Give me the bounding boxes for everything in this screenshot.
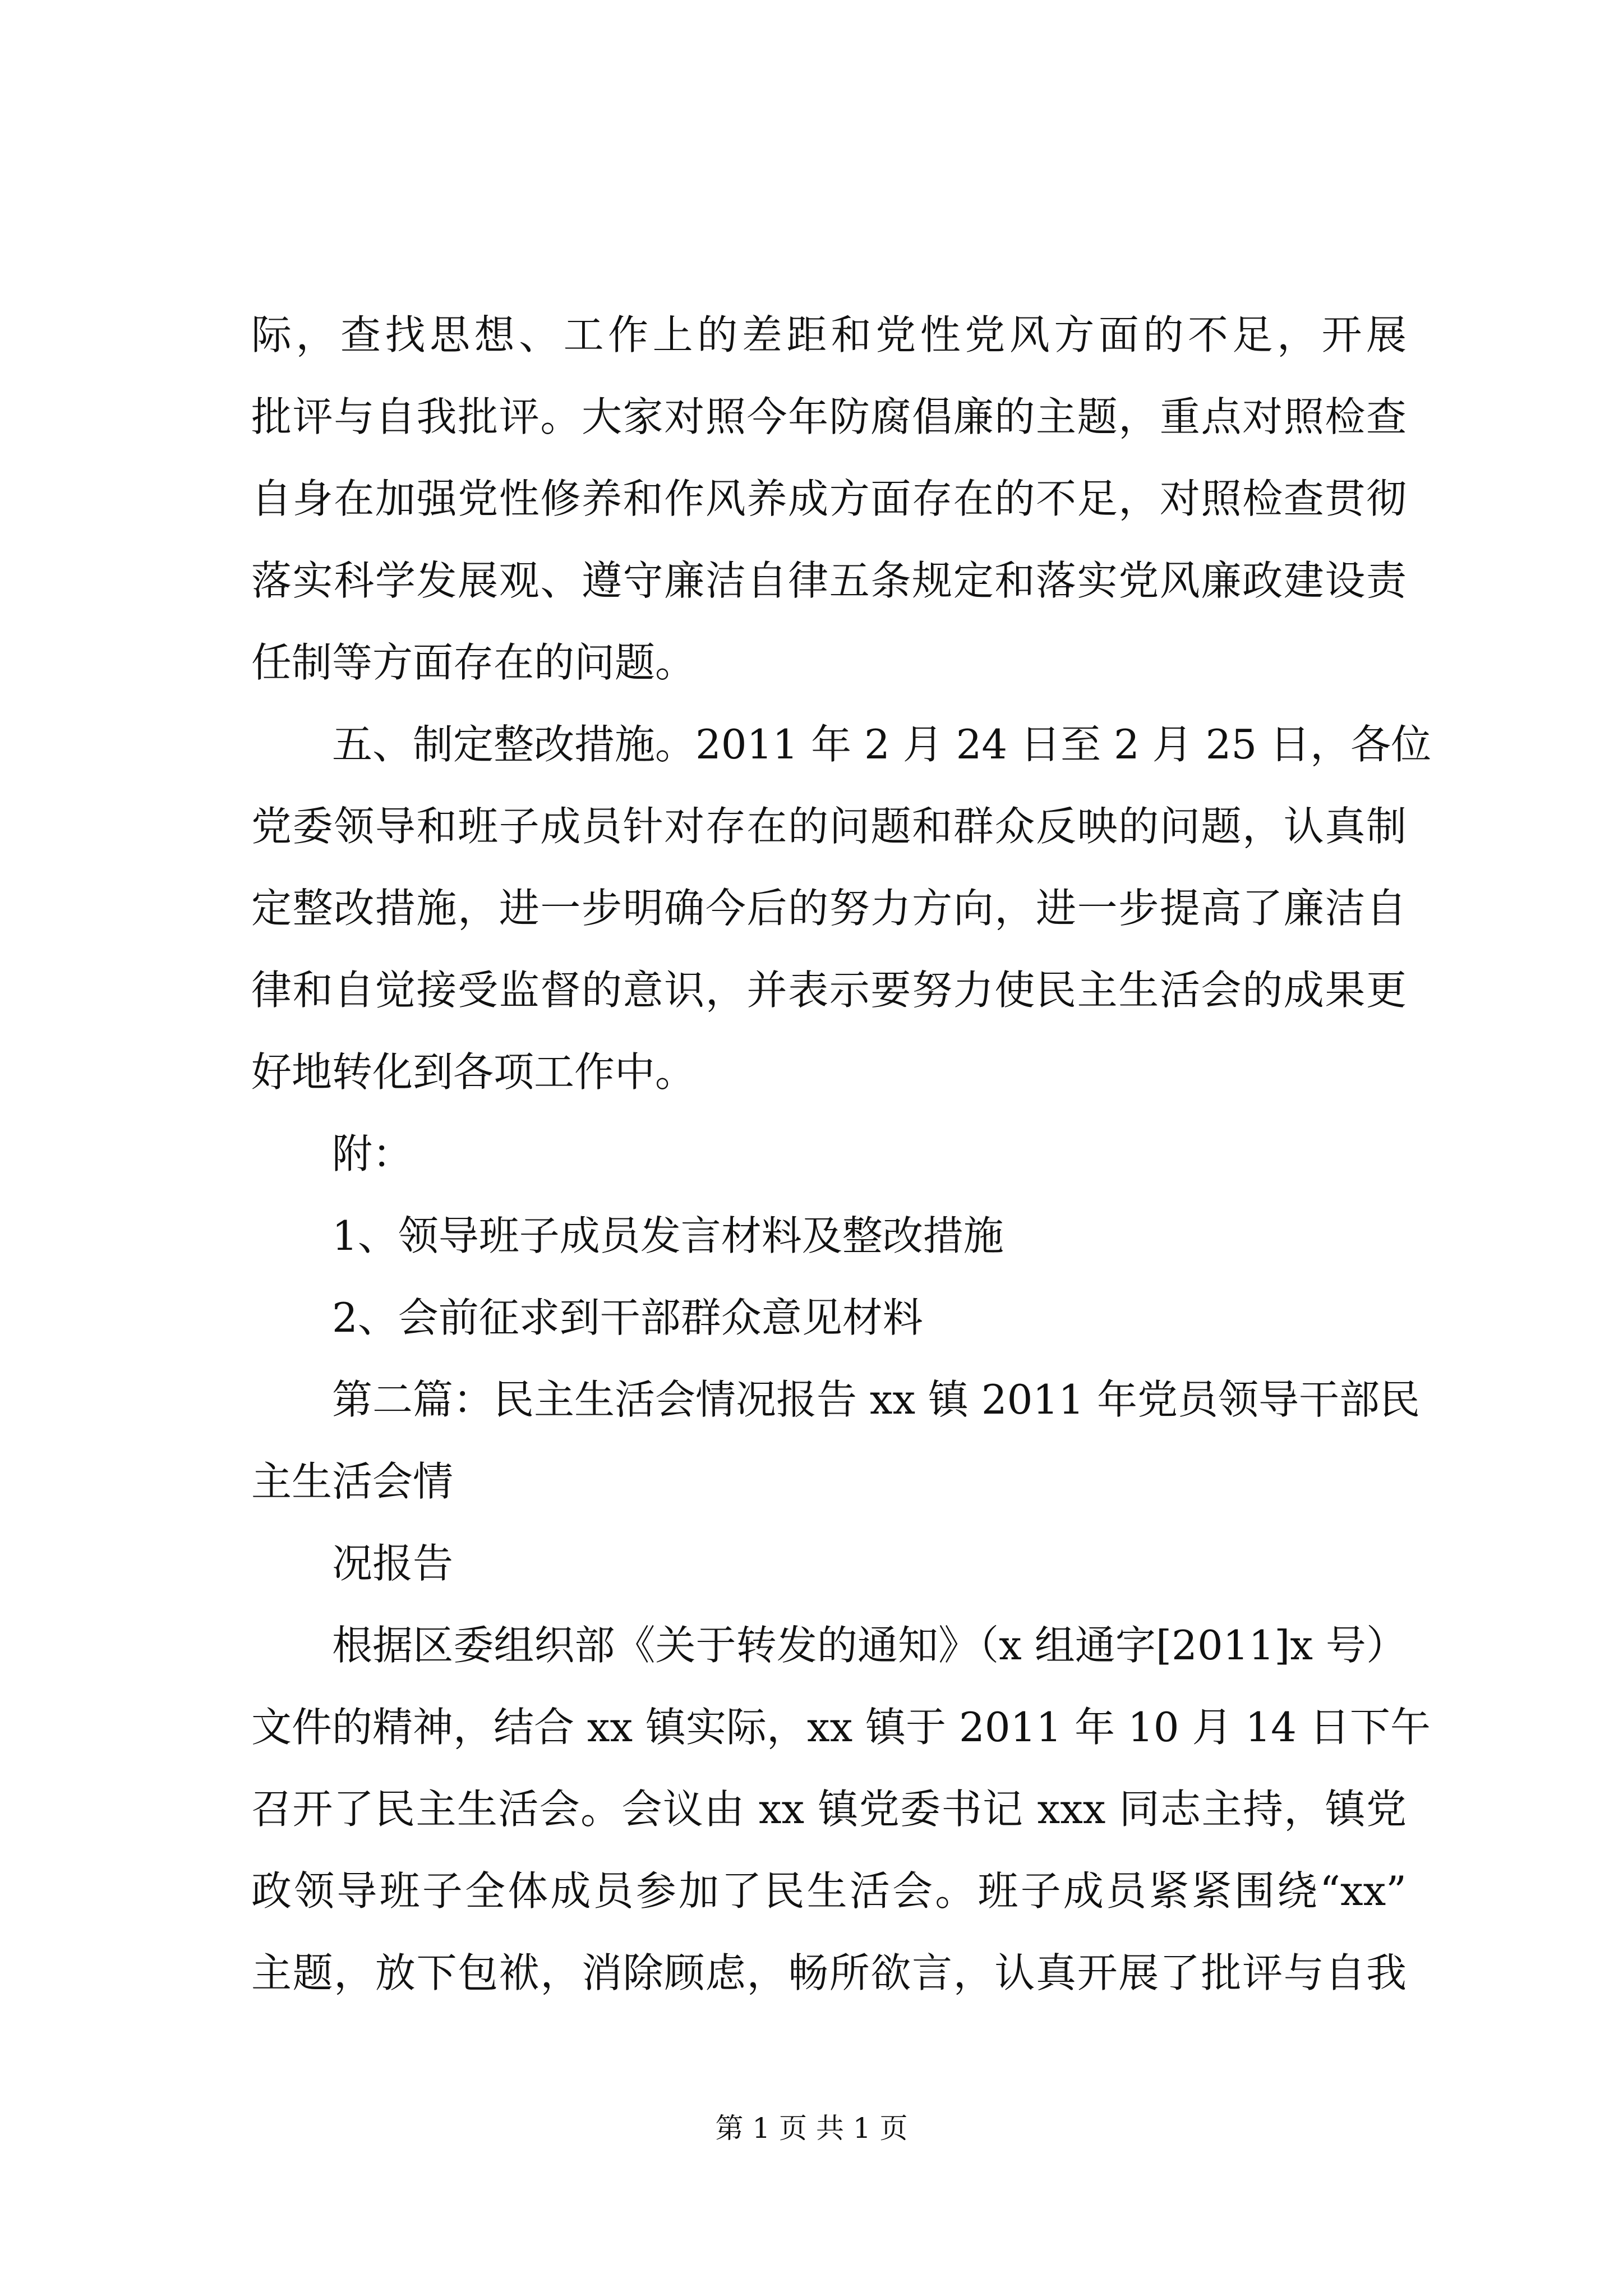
document-body <box>251 294 1432 2014</box>
text-line: 五、制定整改措施。2011 年 2 月 24 日至 2 月 25 日，各位 <box>332 721 1432 768</box>
text-line: 际，查找思想、工作上的差距和党性党风方面的不足，开展 <box>251 311 1407 358</box>
section-heading: 主生活会情 <box>251 1458 454 1505</box>
appendix-heading: 附： <box>332 1130 413 1177</box>
text-line: 好地转化到各项工作中。 <box>251 1048 696 1096</box>
text-line: 批评与自我批评。大家对照今年防腐倡廉的主题，重点对照检查 <box>251 393 1407 440</box>
text-line: 定整改措施，进一步明确今后的努力方向，进一步提高了廉洁自 <box>251 885 1407 932</box>
text-line: 自身在加强党性修养和作风养成方面存在的不足，对照检查贯彻 <box>251 475 1407 522</box>
section-heading: 第二篇：民主生活会情况报告 xx 镇 2011 年党员领导干部民 <box>332 1376 1420 1423</box>
text-line: 根据区委组织部《关于转发的通知》（x 组通字[2011]x 号） <box>332 1622 1407 1669</box>
text-line: 召开了民主生活会。会议由 xx 镇党委书记 xxx 同志主持，镇党 <box>251 1786 1407 1833</box>
text-line: 律和自觉接受监督的意识，并表示要努力使民主生活会的成果更 <box>251 967 1407 1014</box>
page-footer: 第 1 页 共 1 页 <box>715 2112 908 2145</box>
text-line: 文件的精神，结合 xx 镇实际，xx 镇于 2011 年 10 月 14 日下午 <box>251 1704 1431 1751</box>
appendix-item: 2、会前征求到干部群众意见材料 <box>332 1294 923 1341</box>
text-line: 主题，放下包袱，消除顾虑，畅所欲言，认真开展了批评与自我 <box>251 1949 1407 1996</box>
text-line: 党委领导和班子成员针对存在的问题和群众反映的问题，认真制 <box>251 803 1407 850</box>
text-line: 政领导班子全体成员参加了民生活会。班子成员紧紧围绕“xx” <box>251 1867 1407 1915</box>
section-heading: 况报告 <box>332 1540 454 1587</box>
text-line: 任制等方面存在的问题。 <box>251 639 696 686</box>
appendix-item: 1、领导班子成员发言材料及整改措施 <box>332 1212 1004 1259</box>
text-line: 落实科学发展观、遵守廉洁自律五条规定和落实党风廉政建设责 <box>251 557 1407 604</box>
